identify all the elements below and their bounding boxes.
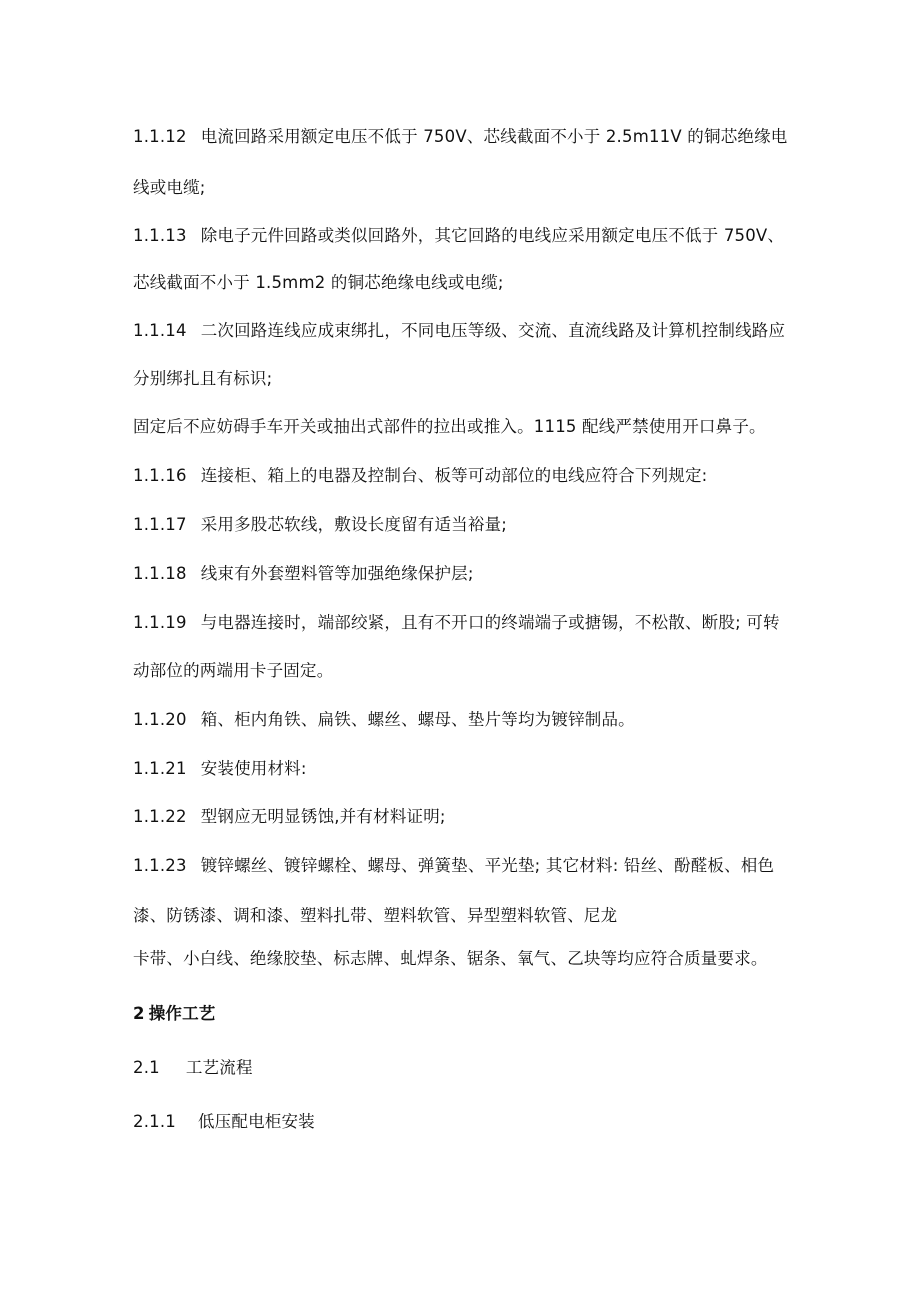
clause-text: 固定后不应妨碍手车开关或抽出式部件的拉出或推入。1115 配线严禁使用开口鼻子。: [133, 417, 766, 436]
clause-1-1-20: [133, 709, 635, 731]
clause-1-1-13-cont: [133, 272, 504, 294]
clause-text: 动部位的两端用卡子固定。: [133, 661, 334, 680]
clause-text: 二次回路连线应成束绑扎，不同电压等级、交流、直流线路及计算机控制线路应: [200, 321, 786, 340]
clause-text: 卡带、小白线、绝缘胶垫、标志牌、虬焊条、锯条、氧气、乙块等均应符合质量要求。: [133, 949, 768, 968]
clause-1-1-12: [133, 126, 788, 148]
section-2-1-1: [133, 1111, 315, 1133]
clause-text: 线束有外套塑料管等加强绝缘保护层;: [200, 564, 474, 583]
section-number: 2: [133, 1004, 145, 1023]
section-number: 2.1: [133, 1058, 160, 1077]
clause-text: 漆、防锈漆、调和漆、塑料扎带、塑料软管、异型塑料软管、尼龙: [133, 906, 618, 925]
section-title: 操作工艺: [148, 1004, 216, 1023]
section-number: 2.1.1: [133, 1112, 176, 1131]
clause-1-1-21: [133, 758, 307, 780]
clause-number: 1.1.12: [133, 127, 187, 146]
clause-1-1-15: [133, 416, 766, 438]
clause-number: 1.1.18: [133, 564, 187, 583]
clause-1-1-23-cont2: [133, 948, 768, 970]
clause-text: 线或电缆;: [133, 178, 206, 197]
section-2-1: [133, 1057, 253, 1079]
clause-number: 1.1.22: [133, 807, 187, 826]
clause-1-1-18: [133, 563, 474, 585]
clause-number: 1.1.23: [133, 856, 187, 875]
clause-number: 1.1.14: [133, 321, 187, 340]
clause-1-1-19-cont: [133, 660, 333, 682]
clause-1-1-17: [133, 514, 507, 536]
clause-1-1-12-cont: [133, 177, 206, 199]
clause-text: 箱、柜内角铁、扁铁、螺丝、螺母、垫片等均为镀锌制品。: [200, 710, 635, 729]
section-title: 低压配电柜安装: [197, 1112, 315, 1131]
clause-1-1-14: [133, 320, 785, 342]
clause-1-1-22: [133, 806, 446, 828]
clause-text: 芯线截面不小于 1.5mm2 的铜芯绝缘电线或电缆;: [133, 273, 504, 292]
clause-1-1-16: [133, 465, 707, 487]
clause-text: 电流回路采用额定电压不低于 750V、芯线截面不小于 2.5m11V 的铜芯绝缘电: [200, 127, 788, 146]
clause-1-1-19: [133, 612, 780, 634]
clause-number: 1.1.13: [133, 226, 187, 245]
clause-1-1-14-cont: [133, 368, 272, 390]
section-title: 工艺流程: [185, 1058, 253, 1077]
clause-number: 1.1.20: [133, 710, 187, 729]
clause-text: 连接柜、箱上的电器及控制台、板等可动部位的电线应符合下列规定:: [200, 466, 708, 485]
clause-text: 型钢应无明显锈蚀,并有材料证明;: [200, 807, 446, 826]
clause-1-1-23: [133, 855, 774, 877]
section-heading-2: [133, 1003, 216, 1025]
clause-number: 1.1.16: [133, 466, 187, 485]
clause-1-1-13: [133, 225, 784, 247]
clause-text: 安装使用材料:: [200, 759, 307, 778]
clause-text: 采用多股芯软线，敷设长度留有适当裕量;: [200, 515, 508, 534]
clause-number: 1.1.21: [133, 759, 187, 778]
clause-text: 镀锌螺丝、镀锌螺栓、螺母、弹簧垫、平光垫; 其它材料: 铅丝、酚醛板、相色: [200, 856, 775, 875]
clause-text: 与电器连接时，端部绞紧，且有不开口的终端端子或搪锡，不松散、断股; 可转: [200, 613, 780, 632]
clause-number: 1.1.17: [133, 515, 187, 534]
clause-number: 1.1.19: [133, 613, 187, 632]
clause-text: 分别绑扎且有标识;: [133, 369, 273, 388]
clause-1-1-23-cont: [133, 905, 617, 927]
clause-text: 除电子元件回路或类似回路外，其它回路的电线应采用额定电压不低于 750V、: [200, 226, 785, 245]
